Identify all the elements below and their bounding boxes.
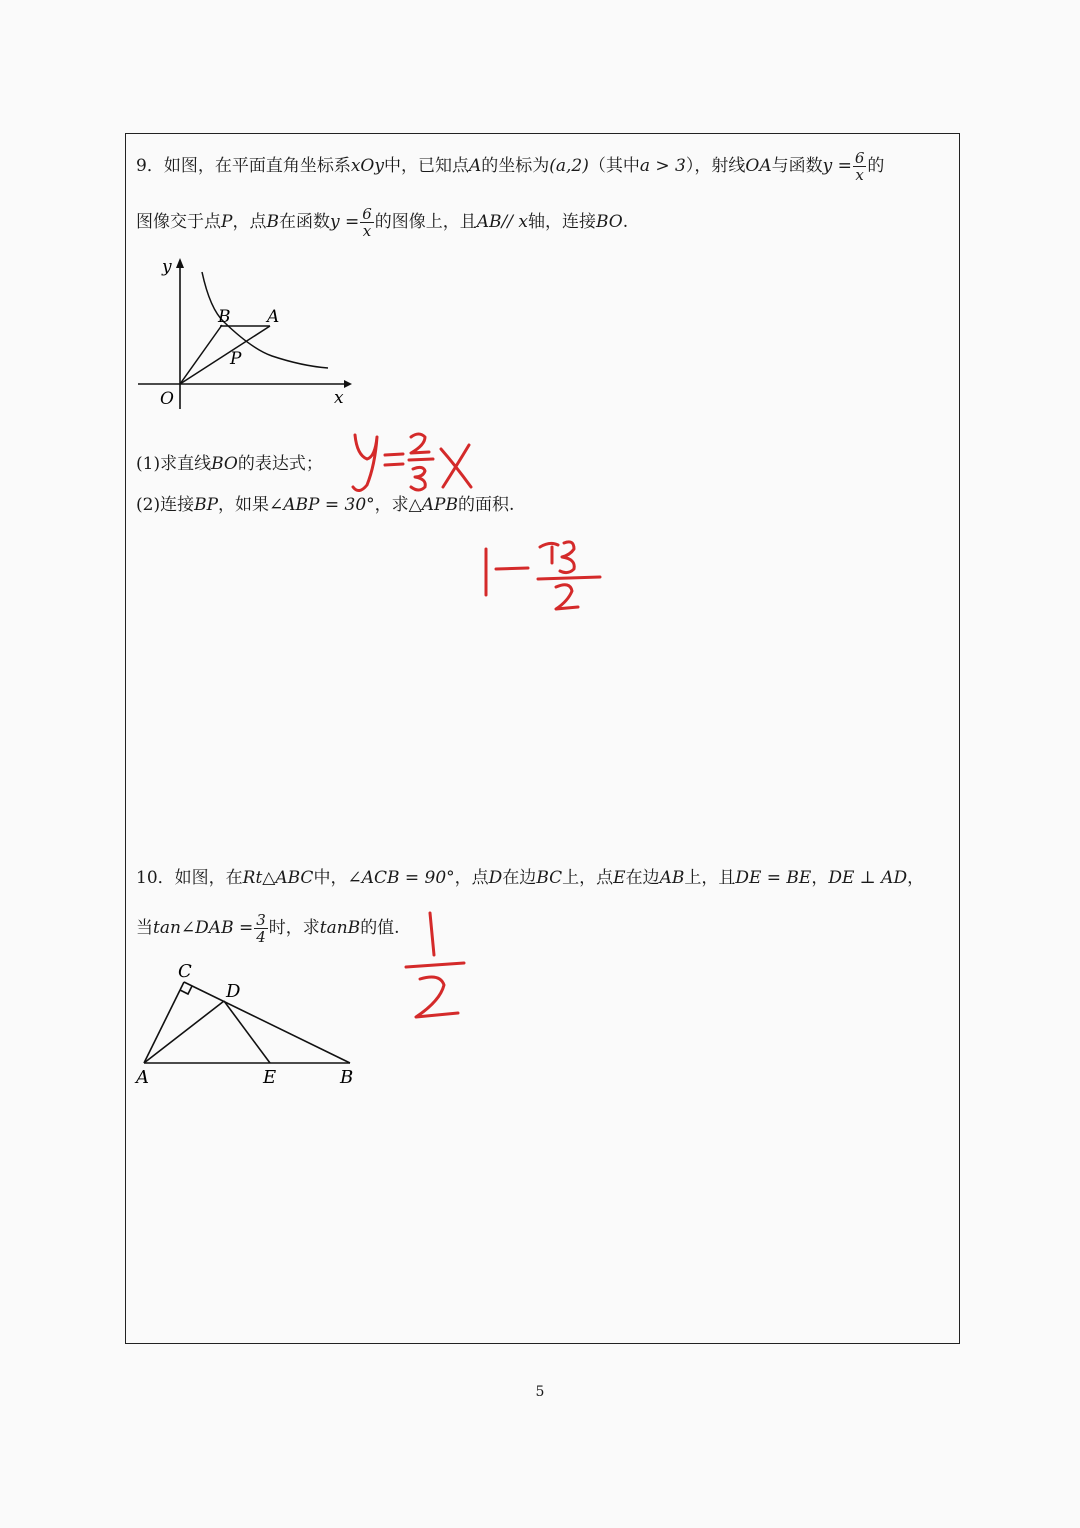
- label-P: P: [230, 349, 242, 369]
- label-A: A: [136, 1067, 149, 1088]
- label-A: A: [267, 307, 280, 327]
- svg-text:1-√3/2: 1-√3/2: [478, 535, 482, 536]
- q9-line2: 图像交于点P，点B在函数y = $\frac{6}{x}$ 的图像上，且AB// x轴，连接BO.: [136, 205, 629, 240]
- q9-sub2: (2)连接BP，如果∠ABP = 30°，求△APB的面积.: [136, 495, 515, 515]
- handwritten-answer-area: [478, 535, 608, 615]
- x-axis-arrow: [344, 380, 352, 388]
- page-number: 5: [535, 1384, 545, 1400]
- label-B: B: [340, 1067, 354, 1088]
- handwritten-answer-bo: [345, 425, 485, 500]
- q10-triangle-figure: [132, 955, 362, 1090]
- q9-fraction-2: $\frac{6}{x}$: [362, 205, 372, 240]
- svg-text:1/2: 1/2: [400, 905, 402, 906]
- q10-fraction: $\frac{3}{4}$: [256, 911, 266, 946]
- segment-AD: [144, 1001, 224, 1063]
- q9-graph-figure: [132, 254, 357, 414]
- segment-BO: [180, 325, 222, 384]
- label-B: B: [218, 307, 231, 327]
- label-D: D: [226, 981, 241, 1002]
- svg-text:y=2/3x: y=2/3x: [345, 425, 349, 426]
- ray-OA: [180, 326, 270, 384]
- segment-DE: [224, 1001, 270, 1063]
- label-O: O: [160, 389, 174, 409]
- q10-line1: 10．如图，在Rt△ABC中，∠ACB = 90°，点D在边BC上，点E在边AB上，且DE = BE，DE ⊥ AD，: [136, 868, 925, 888]
- segment-AC: [144, 982, 184, 1063]
- handwritten-answer-tanb: [400, 905, 475, 1025]
- label-x: x: [334, 388, 344, 408]
- label-y: y: [162, 257, 172, 277]
- segment-CB: [184, 982, 350, 1063]
- label-E: E: [263, 1067, 277, 1088]
- y-axis-arrow: [176, 258, 184, 268]
- q9-fraction: $\frac{6}{x}$: [854, 149, 865, 184]
- label-C: C: [178, 961, 192, 982]
- q9-line1: 9．如图，在平面直角坐标系xOy中，已知点A的坐标为(a,2)（其中a > 3），射线OA与函数y = $\frac{6}{x}$ 的: [136, 149, 885, 184]
- q9-sub1: (1)求直线BO的表达式；: [136, 454, 323, 474]
- q10-line2: 当tan∠DAB = $\frac{3}{4}$ 时，求tanB的值.: [136, 911, 400, 946]
